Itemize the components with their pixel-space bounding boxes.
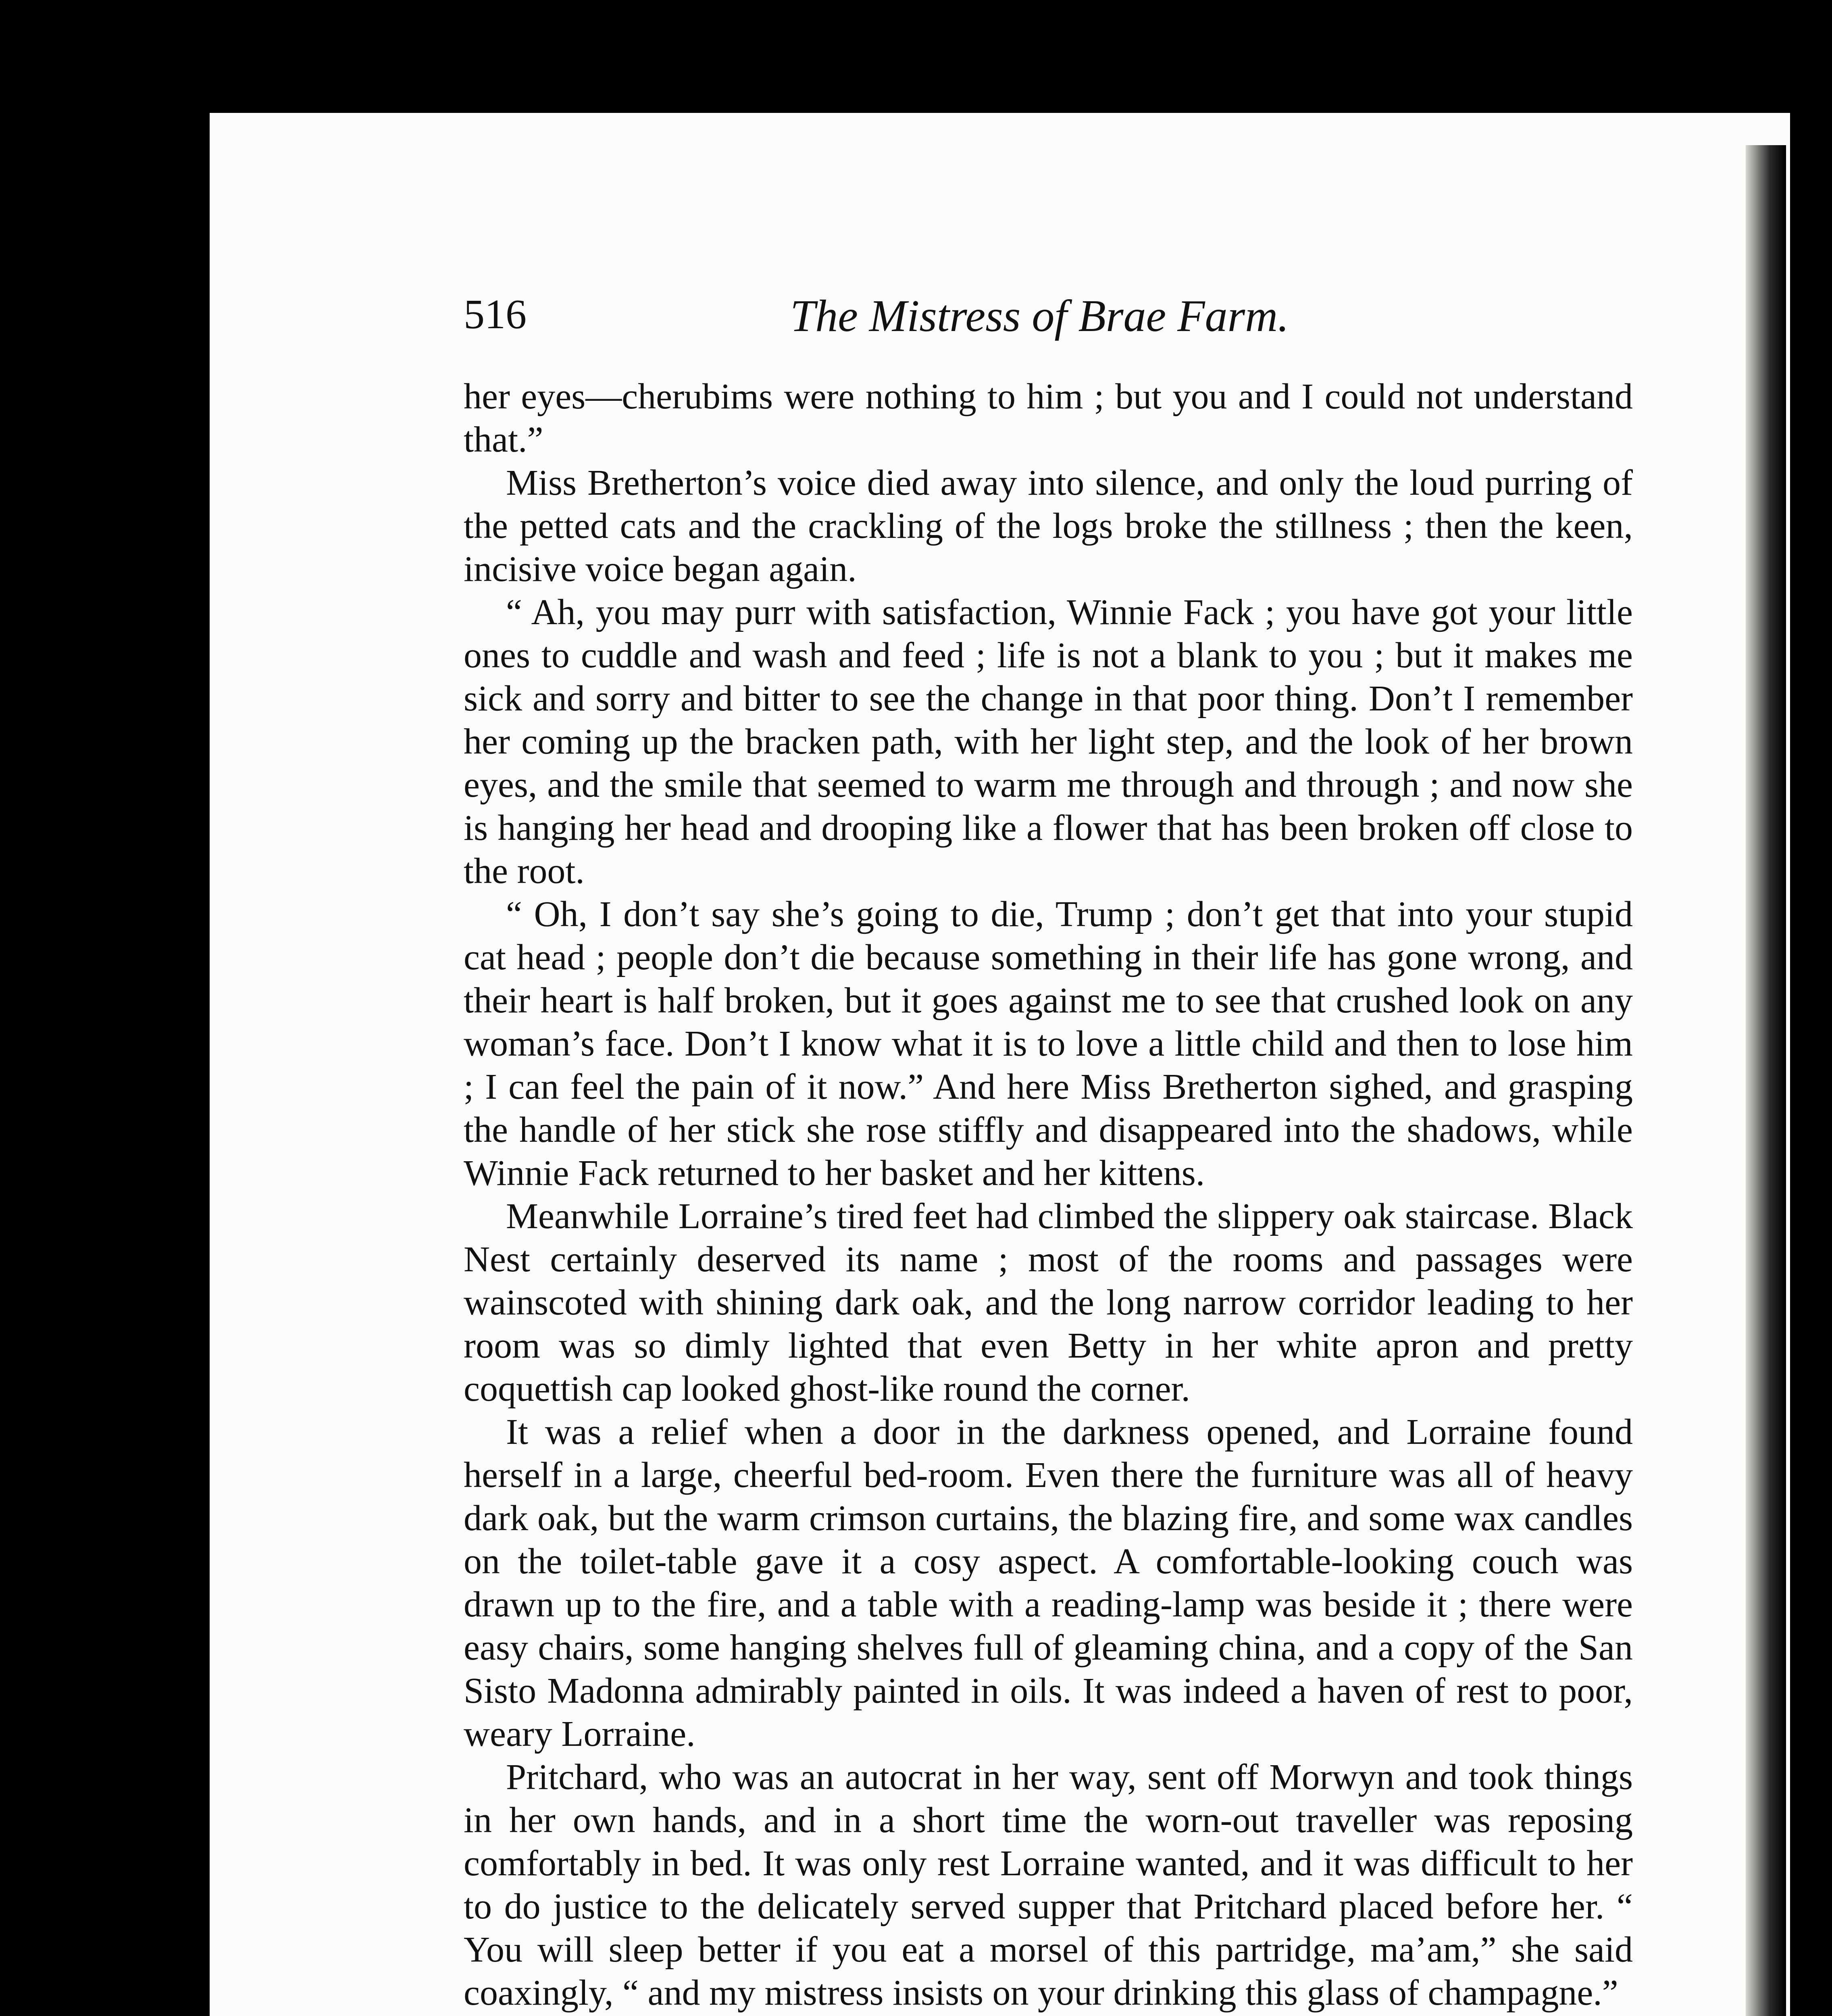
paragraph: Meanwhile Lorraine’s tired feet had climbed the slippery oak staircase. Black Nest certainly deserved its name ; most of the rooms and passages were wainscoted with shining dark oak, and the long narrow corridor leading to her room was so dimly lighted that even Betty in her white apron and pretty coquettish cap looked ghost-like round the corner. bbox=[464, 1196, 1633, 1409]
body-text bbox=[464, 375, 1633, 2016]
page-number: 516 bbox=[464, 291, 527, 337]
paragraph: “ Ah, you may purr with satisfaction, Winnie Fack ; you have got your little ones to cuddle and wash and feed ; life is not a blank to you ; but it makes me sick and sorry and bitter to see the change in that poor thing. Don’t I remember her coming up the bracken path, with her light step, and the look of her brown eyes, and the smile that seemed to warm me through and through ; and now she is hanging her head and drooping like a flower that has been broken off close to the root. bbox=[464, 592, 1633, 891]
paragraph: her eyes—cherubims were nothing to him ; but you and I could not understand that.” bbox=[464, 377, 1633, 460]
page-edge-shadow bbox=[1746, 145, 1786, 2016]
paragraph bbox=[464, 2014, 1633, 2016]
paragraph: It was a relief when a door in the darkness opened, and Lorraine found herself in a large, cheerful bed-room. Even there the furniture was all of heavy dark oak, but the warm crimson curtains, the blazing fire, and some wax candles on the toilet-table gave it a cosy aspect. A comfortable-looking couch was drawn up to the fire, and a table with a reading-lamp was beside it ; there were easy chairs, some hanging shelves full of gleaming china, and a copy of the San Sisto Madonna admirably painted in oils. It was indeed a haven of rest to poor, weary Lorraine. bbox=[464, 1412, 1633, 1754]
paragraph: Pritchard, who was an autocrat in her way, sent off Morwyn and took things in her own hands, and in a short time the worn-out traveller was reposing comfortably in bed. It was only rest Lorraine wanted, and it was difficult to her to do justice to the delicately served supper that Pritchard placed before her. “ You will sleep better if you eat a morsel of this partridge, ma’am,” she said coaxingly, “ and my mistress insists on your drinking this glass of champagne.” bbox=[464, 1757, 1633, 2013]
paragraph: “ Oh, I don’t say she’s going to die, Trump ; don’t get that into your stupid cat head ; people don’t die because something in their life has gone wrong, and their heart is half broken, but it goes against me to see that crushed look on any woman’s face. Don’t I know what it is to love a little child and then to lose him ; I can feel the pain of it now.” And here Miss Bretherton sighed, and grasping the handle of her stick she rose stiffly and disappeared into the shadows, while Winnie Fack returned to her basket and her kittens. bbox=[464, 894, 1633, 1193]
running-title: The Mistress of Brae Farm. bbox=[790, 291, 1289, 341]
paragraph: Miss Bretherton’s voice died away into silence, and only the loud purring of the petted cats and the crackling of the logs broke the stillness ; then the keen, incisive voice began again. bbox=[464, 463, 1633, 589]
